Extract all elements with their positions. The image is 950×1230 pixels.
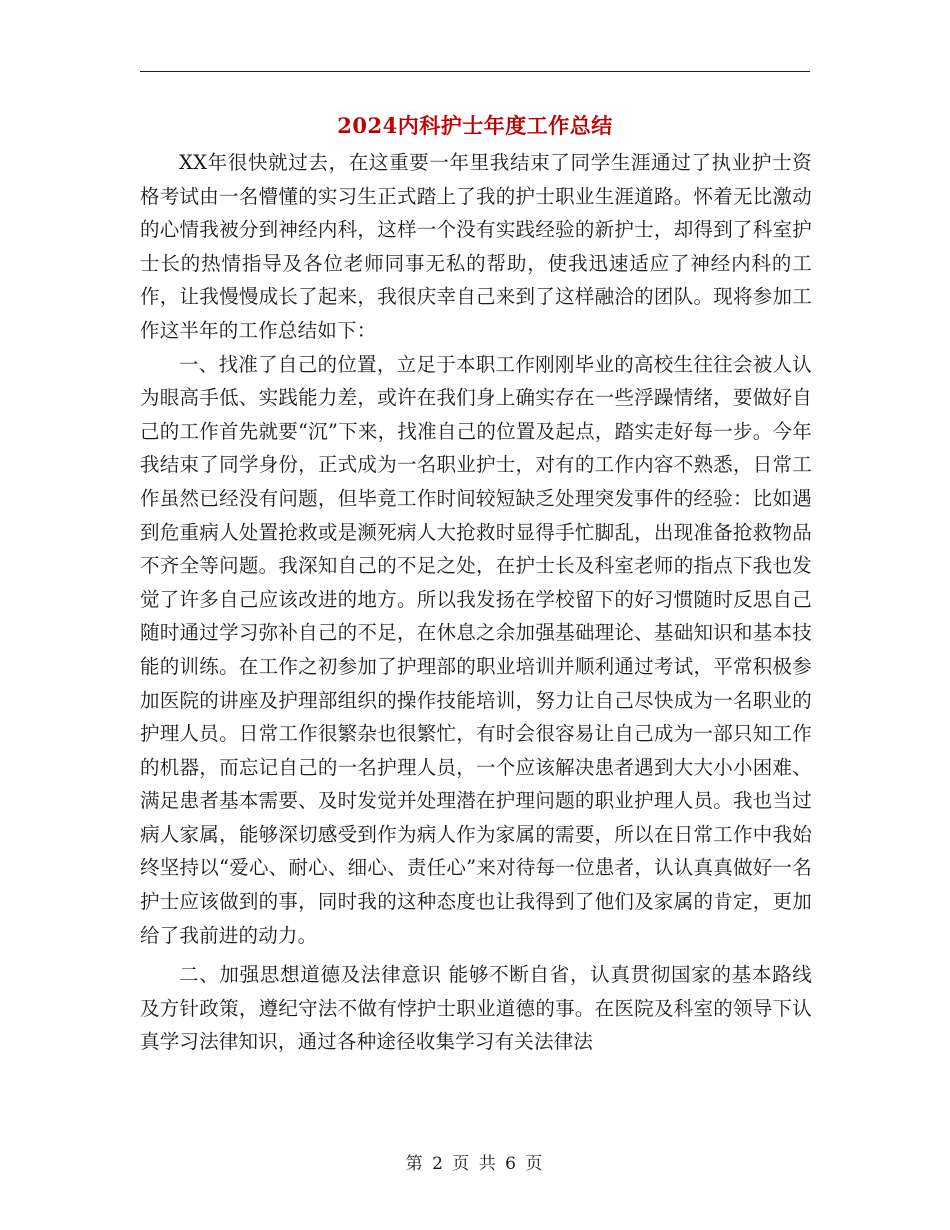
paragraph-intro: XX年很快就过去，在这重要一年里我结束了同学生涯通过了执业护士资格考试由一名懵懂的实习生正式踏上了我的护士职业生涯道路。怀着无比激动的心情我被分到神经内科，这样一个没有实践经验的新护士，却得到了科室护士长的热情指导及各位老师同事无私的帮助，使我迅速适应了神经内科的工作，让我慢慢成长了起来，我很庆幸自己来到了这样融洽的团队。现将参加工作这半年的工作总结如下： [140, 151, 812, 342]
paragraph-section-1: 一、找准了自己的位置，立足于本职工作刚刚毕业的高校生往往会被人认为眼高手低、实践能力差，或许在我们身上确实存在一些浮躁情绪，要做好自己的工作首先就要“沉”下来，找准自己的位置及起点，踏实走好每一步。今年我结束了同学身份，正式成为一名职业护士，对有的工作内容不熟悉，日常工作虽然已经没有问题，但毕竟工作时间较短缺乏处理突发事件的经验：比如遇到危重病人处置抢救或是濒死病人大抢救时显得手忙脚乱，出现准备抢救物品不齐全等问题。我深知自己的不足之处，在护士长及科室老师的指点下我也发觉了许多自己应该改进的地方。所以我发扬在学校留下的好习惯随时反思自己随时通过学习弥补自己的不足，在休息之余加强基础理论、基础知识和基本技能的训练。在工作之初参加了护理部的职业培训并顺利通过考试，平常积极参加医院的讲座及护理部组织的操作技能培训，努力让自己尽快成为一名职业的护理人员。日常工作很繁杂也很繁忙，有时会很容易让自己成为一部只知工作的机器，而忘记自己的一名护理人员，一个应该解决患者遇到大大小小困难、满足患者基本需要、及时发觉并处理潜在护理问题的职业护理人员。我也当过病人家属，能够深切感受到作为病人作为家属的需要，所以在日常工作中我始终坚持以“爱心、耐心、细心、责任心”来对待每一位患者，认认真真做好一名护士应该做到的事，同时我的这种态度也让我得到了他们及家属的肯定，更加给了我前进的动力。 [140, 352, 812, 947]
document-body [140, 146, 812, 1059]
header-rule [140, 71, 810, 72]
page-number: 第 2 页 共 6 页 [405, 1154, 545, 1174]
document-title: 2024内科护士年度工作总结 [337, 113, 613, 138]
paragraph-section-2: 二、加强思想道德及法律意识 能够不断自省，认真贯彻国家的基本路线及方针政策，遵纪守法不做有悖护士职业道德的事。在医院及科室的领导下认真学习法律知识，通过各种途径收集学习有关法律法 [140, 963, 812, 1054]
